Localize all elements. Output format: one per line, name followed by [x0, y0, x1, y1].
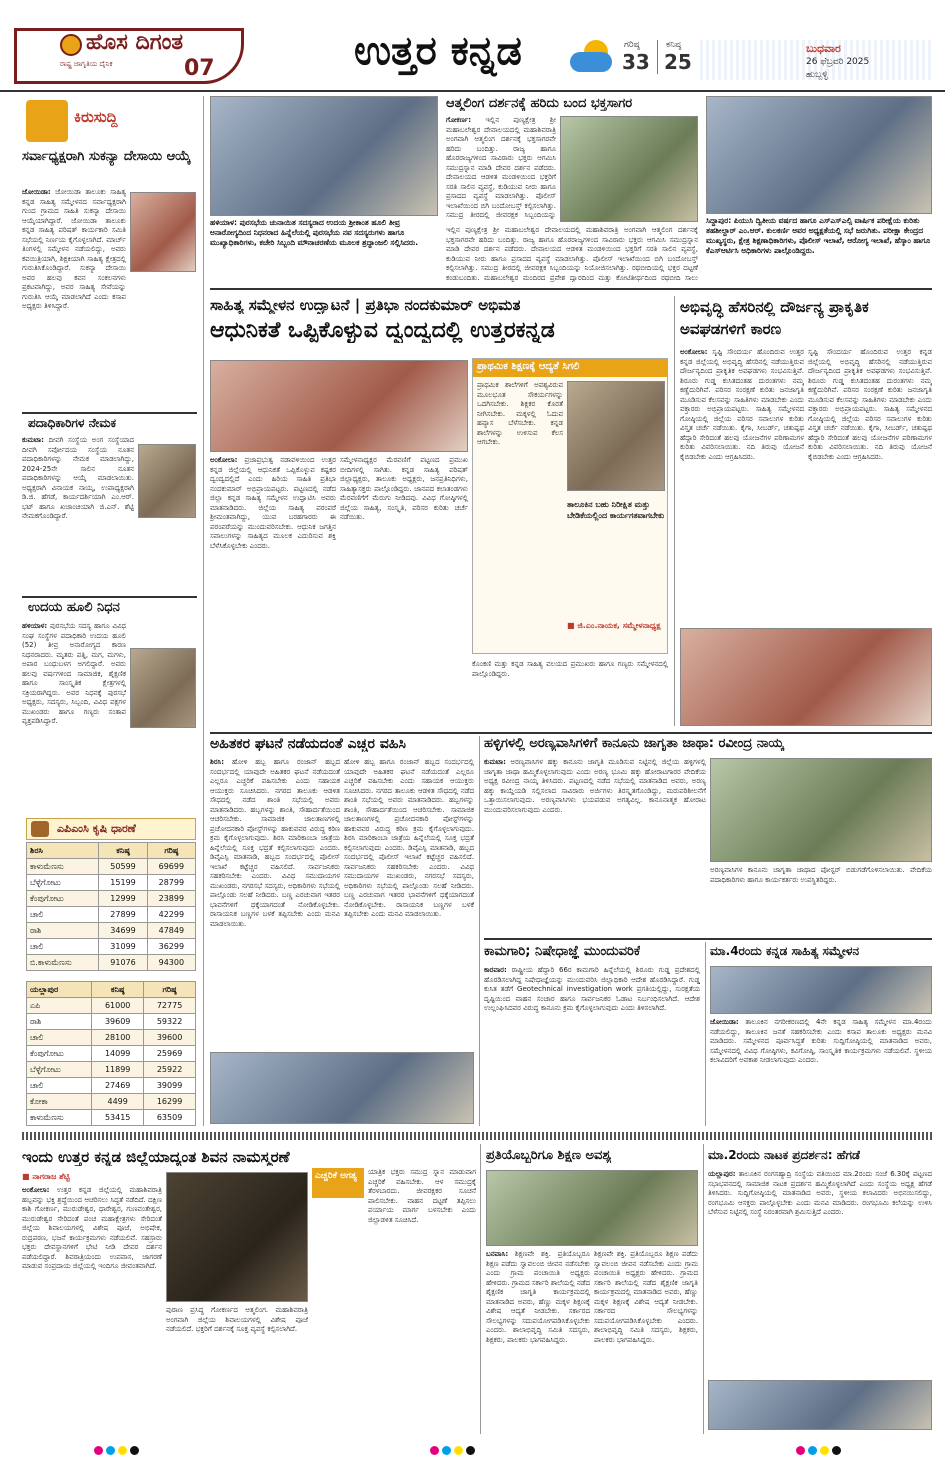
kirusuddi-hand-icon — [26, 100, 68, 142]
brief-1-body — [22, 188, 126, 358]
max-temp-label: ಗರಿಷ್ಠ — [624, 40, 640, 50]
min-price: 14099 — [92, 1046, 144, 1062]
story-2-photo — [560, 116, 698, 222]
issue-date: 26 ಫೆಬ್ರವರಿ 2025 — [806, 57, 870, 67]
apmc-basket-icon — [31, 821, 49, 837]
brand-tagline: ರಾಷ್ಟ್ರ ಜಾಗೃತಿಯ ದೈನಿಕ — [60, 60, 113, 68]
warn-box — [312, 1168, 476, 1430]
weather-cloud-icon — [570, 40, 616, 74]
table-row — [27, 859, 196, 875]
brief-2-body — [22, 436, 134, 592]
apmc-rates — [26, 818, 196, 1122]
lead-photo — [210, 360, 468, 452]
commodity-name: ಚಾಲಿ — [27, 1078, 92, 1094]
abhivruddhi-title: ಅಭಿವೃದ್ಧಿ ಹೆಸರಿನಲ್ಲಿ ದೌರ್ಜನ್ಯ ಪ್ರಾಕೃತಿಕ ಅವಘಡಗಳಿಗೆ ಕಾರಣ — [680, 298, 869, 338]
table-header: ಕನಿಷ್ಠ — [92, 982, 144, 998]
apmc-table-yellapur — [26, 981, 196, 1126]
shikshana-body-2: ಶಿಕ್ಷಣವೇ ಶಕ್ತಿ. ಪ್ರತಿಯೊಬ್ಬರೂ ಶಿಕ್ಷಣ ಪಡೆದು ಸ್ವಾವಲಂಬಿ ಜೀವನ ನಡೆಸಬೇಕು ಎಂದು ಗ್ರಾಮ ಪಂಚಾಯಿತಿ ಅಧ್ಯಕ್ಷರು ಹೇಳಿದರು. ಗ್ರಾಮದ ಸರ್ಕಾರಿ ಶಾಲೆಯಲ್ಲಿ ನಡೆದ ಶೈಕ್ಷಣಿಕ ಜಾಗೃತಿ ಕಾರ್ಯಕ್ರಮದಲ್ಲಿ ಮಾತನಾಡಿದ ಅವರು, ಹೆಣ್ಣು ಮಕ್ಕಳ ಶಿಕ್ಷಣಕ್ಕೆ ವಿಶೇಷ ಆದ್ಯತೆ ನೀಡಬೇಕು. ಸರ್ಕಾರದ ಸೌಲಭ್ಯಗಳನ್ನು ಸದುಪಯೋಗಪಡಿಸಿಕೊಳ್ಳಬೇಕು ಎಂದರು. ಶಾಲಾಭಿವೃದ್ಧಿ ಸಮಿತಿ ಸದಸ್ಯರು, ಶಿಕ್ಷಕರು, ಪಾಲಕರು ಭಾಗವಹಿಸಿದ್ದರು. — [594, 1250, 698, 1344]
table-row — [27, 891, 196, 907]
aranya-body — [484, 758, 706, 934]
min-price: 28100 — [92, 1030, 144, 1046]
min-price: 53415 — [92, 1110, 144, 1126]
min-price: 34699 — [99, 923, 147, 939]
sidebox-sub: ತಾಲೂಕಿನ ಬಹು ನಿರೀಕ್ಷಿತ ಮತ್ತು ಬೇಡಿಕೆಯಲ್ಲಿಂದ ಕಾರ್ಯಗತವಾಗಬೇಕು — [567, 500, 665, 520]
kamagari-title: ಕಾಮಗಾರಿ; ನಿಷೇಧಾಜ್ಞೆ ಮುಂದುವರಿಕೆ — [484, 944, 641, 959]
sahitya-photo — [710, 966, 932, 1014]
max-price: 16299 — [144, 1094, 196, 1110]
registration-marks-center — [430, 1440, 478, 1459]
min-price: 11899 — [92, 1062, 144, 1078]
max-price: 39600 — [144, 1030, 196, 1046]
shikshana-photo — [486, 1170, 698, 1246]
top-photo-1 — [210, 96, 438, 216]
table-row — [27, 998, 196, 1014]
ahitakara-text-1: ಹೋಳಿ ಹಬ್ಬ ಹಾಗೂ ರಂಜಾನ್ ಹಬ್ಬದ ಸಂದರ್ಭದಲ್ಲಿ ಯಾವುದೇ ಅಹಿತಕರ ಘಟನೆ ನಡೆಯದಂತೆ ಎಲ್ಲರೂ ಎಚ್ಚರಿಕೆ ವಹಿಸಬೇಕು ಎಂದು ಸಹಾಯಕ ಆಯುಕ್ತರು ಸೂಚಿಸಿದರು. ನಗರದ ತಾಲೂಕು ಆಡಳಿತ ಸೌಧದಲ್ಲಿ ನಡೆದ ಶಾಂತಿ ಸಭೆಯಲ್ಲಿ ಅವರು ಮಾತನಾಡಿದರು. ಹಬ್ಬಗಳನ್ನು ಶಾಂತಿ, ಸೌಹಾರ್ದತೆಯಿಂದ ಆಚರಿಸಬೇಕು. ಸಾಮಾಜಿಕ ಜಾಲತಾಣಗಳಲ್ಲಿ ಪ್ರಚೋದನಕಾರಿ ಪೋಸ್ಟ್‌ಗಳನ್ನು ಹಾಕುವವರ ವಿರುದ್ಧ ಕಠಿಣ ಕ್ರಮ ಕೈಗೊಳ್ಳಲಾಗುವುದು. ಶಿರಸಿ ಮಾರಿಕಾಂಬಾ ಜಾತ್ರೆಯ ಹಿನ್ನೆಲೆಯಲ್ಲಿ ಸೂಕ್ತ ಭದ್ರತೆ ಕಲ್ಪಿಸಲಾಗುವುದು ಎಂದರು. ಡಿವೈಎಸ್ಪಿ ಮಾತನಾಡಿ, ಹಬ್ಬದ ಸಂದರ್ಭದಲ್ಲಿ ಪೊಲೀಸ್ ಇಲಾಖೆ ಕಟ್ಟೆಚ್ಚರ ವಹಿಸಲಿದೆ. ಸಾರ್ವಜನಿಕರು ಸಹಕರಿಸಬೇಕು ಎಂದರು. ವಿವಿಧ ಸಮುದಾಯಗಳ ಮುಖಂಡರು, ನಗರಸಭೆ ಸದಸ್ಯರು, ಅಧಿಕಾರಿಗಳು ಸಭೆಯಲ್ಲಿ ಪಾಲ್ಗೊಂಡು ಸಲಹೆ ನೀಡಿದರು. ಬಣ್ಣ ಎರಚುವಾಗ ಇತರರ ಭಾವನೆಗಳಿಗೆ ಧಕ್ಕೆಯಾಗದಂತೆ ನೋಡಿಕೊಳ್ಳಬೇಕು. ರಾಸಾಯನಿಕ ಬಣ್ಣಗಳ ಬಳಕೆ ತಪ್ಪಿಸಬೇಕು ಎಂದು ಮನವಿ ಮಾಡಲಾಯಿತು. — [210, 758, 340, 928]
sidebox-author: ■ ಜಿ.ಎಂ.ನಾಯಕ, ಸಮ್ಮೇಳನಾಧ್ಯಕ್ಷ — [567, 621, 661, 630]
lead-dateline: ಅಂಕೋಲಾ: — [210, 456, 238, 464]
min-price: 27899 — [99, 907, 147, 923]
brief-1-photo — [130, 192, 196, 272]
sahitya-dateline: ಜೋಯಿಡಾ: — [710, 1018, 739, 1026]
shikshana-body-1 — [486, 1250, 590, 1430]
aranya-photo — [710, 758, 932, 862]
ahitakara-photo — [210, 1052, 474, 1124]
brief-2-title: ಪದಾಧಿಕಾರಿಗಳ ನೇಮಕ — [28, 416, 117, 430]
max-price: 25969 — [144, 1046, 196, 1062]
apmc-table-sirsi — [26, 842, 196, 971]
commodity-name: ರಾಶಿ — [27, 1014, 92, 1030]
shikshana-dateline: ಬನವಾಸಿ: — [486, 1250, 509, 1258]
min-temp: 25 — [664, 50, 692, 74]
section-title: ಉತ್ತರ ಕನ್ನಡ — [354, 28, 522, 74]
sahitya-title: ಮಾ.4ರಂದು ಕನ್ನಡ ಸಾಹಿತ್ಯ ಸಮ್ಮೇಳನ — [710, 944, 860, 958]
brief-1-dateline: ಜೋಯಿಡಾ: — [22, 188, 51, 196]
table-row — [27, 875, 196, 891]
max-price: 47849 — [147, 923, 195, 939]
lead-body-1 — [210, 456, 336, 726]
commodity-name: ಎಪಿ — [27, 998, 92, 1014]
commodity-name: ಕಾಳುಮೆಣಸು — [27, 859, 99, 875]
max-price: 72775 — [144, 998, 196, 1014]
story-2-dateline: ಗೋಕರ್ಣ: — [446, 116, 472, 124]
sidebox-portrait — [567, 381, 665, 491]
sahitya-body — [710, 1018, 932, 1124]
table-header: ಗರಿಷ್ಠ — [144, 982, 196, 998]
table-header: ಕನಿಷ್ಠ — [99, 843, 147, 859]
commodity-name: ಚಾಲಿ — [27, 939, 99, 955]
brief-3-text: ಪುರಸಭೆಯ ಸದಸ್ಯ ಹಾಗೂ ವಿವಿಧ ಸಂಘ ಸಂಸ್ಥೆಗಳ ಪದಾಧಿಕಾರಿ ಉದಯ ಹೂಲಿ (52) ತೀವ್ರ ಅನಾರೋಗ್ಯದ ಕಾರಣ ನಿಧನರಾದರು. ಮೃತರು ಪತ್ನಿ, ಮಗ, ಮಗಳು, ಅಪಾರ ಬಂಧುಬಳಗ ಅಗಲಿದ್ದಾರೆ. ಅವರು ಹಲವು ವರ್ಷಗಳಿಂದ ಸಾಮಾಜಿಕ, ಶೈಕ್ಷಣಿಕ ಹಾಗೂ ಸಾಂಸ್ಕೃತಿಕ ಕ್ಷೇತ್ರಗಳಲ್ಲಿ ಸಕ್ರಿಯರಾಗಿದ್ದರು. ಅವರ ನಿಧನಕ್ಕೆ ಪುರಸಭೆ ಅಧ್ಯಕ್ಷರು, ಸದಸ್ಯರು, ಸಿಬ್ಬಂದಿ, ವಿವಿಧ ಪಕ್ಷಗಳ ಮುಖಂಡರು ಹಾಗೂ ಗಣ್ಯರು ಸಂತಾಪ ವ್ಯಕ್ತಪಡಿಸಿದ್ದಾರೆ. — [22, 622, 126, 725]
max-price: 94300 — [147, 955, 195, 971]
abhivruddhi-dateline: ಅಂಕೋಲಾ: — [680, 348, 708, 356]
story-2-title: ಆತ್ಮಲಿಂಗ ದರ್ಶನಕ್ಕೆ ಹರಿದು ಬಂದ ಭಕ್ತಸಾಗರ — [446, 96, 633, 111]
aranya-caption: ಅರಣ್ಯವಾಸಿಗಳ ಕಾನೂನು ಜಾಗೃತಾ ಜಾಥಾದ ಪೋಸ್ಟರ್ ಬಿಡುಗಡೆಗೊಳಿಸಲಾಯಿತು. ವೇದಿಕೆಯ ಪದಾಧಿಕಾರಿಗಳು ಹಾಗೂ ಕಾರ್ಯಕರ್ತರು ಉಪಸ್ಥಿತರಿದ್ದರು. — [710, 866, 932, 884]
min-price: 27469 — [92, 1078, 144, 1094]
brief-2-dateline: ಕುಮಟಾ: — [22, 436, 44, 444]
commodity-name: ಕಾಳುಮೆಣಸು — [27, 1110, 92, 1126]
min-price: 12999 — [99, 891, 147, 907]
min-price: 15199 — [99, 875, 147, 891]
apmc-title: ಎಪಿಎಂಸಿ ಕೃಷಿ ಧಾರಣೆ — [57, 822, 136, 835]
lead-body-2: ಸಮ್ಮೇಳನಾಧ್ಯಕ್ಷರ ಮೆರವಣಿಗೆ ಪಟ್ಟಣದ ಪ್ರಮುಖ ಬೀದಿಗಳಲ್ಲಿ ಸಾಗಿತು. ಕನ್ನಡ ಸಾಹಿತ್ಯ ಪರಿಷತ್ ಜಿಲ್ಲಾಧ್ಯಕ್ಷರು, ತಾಲೂಕು ಅಧ್ಯಕ್ಷರು, ಜನಪ್ರತಿನಿಧಿಗಳು, ಸಾಹಿತ್ಯಾಸಕ್ತರು ಪಾಲ್ಗೊಂಡಿದ್ದರು. ಜಾನಪದ ಕಲಾತಂಡಗಳು ಮೆರವಣಿಗೆಗೆ ಮೆರುಗು ನೀಡಿದವು. ವಿವಿಧ ಗೋಷ್ಠಿಗಳಲ್ಲಿ ಜಿಲ್ಲೆಯ ಸಾಹಿತ್ಯ, ಸಂಸ್ಕೃತಿ, ಪರಿಸರ ಕುರಿತು ಚರ್ಚೆ ನಡೆಯಿತು. — [340, 456, 468, 521]
table-row — [27, 923, 196, 939]
table-row — [27, 955, 196, 971]
aranya-text: ಅರಣ್ಯವಾಸಿಗಳ ಹಕ್ಕು ಕಾನೂನು ಜಾಗೃತಿ ಮೂಡಿಸುವ ನಿಟ್ಟಿನಲ್ಲಿ ಜಿಲ್ಲೆಯ ಹಳ್ಳಿಗಳಲ್ಲಿ ಜಾಗೃತಾ ಜಾಥಾ ಹಮ್ಮಿಕೊಳ್ಳಲಾಗುವುದು ಎಂದು ಅರಣ್ಯ ಭೂಮಿ ಹಕ್ಕು ಹೋರಾಟಗಾರರ ವೇದಿಕೆಯ ಅಧ್ಯಕ್ಷ ರವೀಂದ್ರ ನಾಯ್ಕ ತಿಳಿಸಿದರು. ಪಟ್ಟಣದಲ್ಲಿ ನಡೆದ ಸಭೆಯಲ್ಲಿ ಮಾತನಾಡಿದ ಅವರು, ಅರಣ್ಯ ಹಕ್ಕು ಕಾಯ್ದೆಯಡಿ ಸಲ್ಲಿಸಲಾದ ಸಾವಿರಾರು ಅರ್ಜಿಗಳು ತಿರಸ್ಕೃತಗೊಂಡಿದ್ದು, ಮರುಪರಿಶೀಲನೆಗೆ ಒತ್ತಾಯಿಸಲಾಗುವುದು. ಅರಣ್ಯವಾಸಿಗಳು ಭಯಪಡುವ ಅಗತ್ಯವಿಲ್ಲ. ಕಾನೂನಾತ್ಮಕ ಹೋರಾಟ ಮುಂದುವರಿಸಲಾಗುವುದು ಎಂದರು. — [484, 758, 706, 814]
nataka-dateline: ಯಲ್ಲಾಪುರ: — [708, 1170, 736, 1178]
max-price: 63509 — [144, 1110, 196, 1126]
max-price: 42299 — [147, 907, 195, 923]
warn-tag: ಎಚ್ಚರಿಕೆ ಅಗತ್ಯ — [312, 1168, 364, 1198]
brief-3-photo — [130, 648, 196, 728]
shivaratri-dateline: ಅಂಕೋಲಾ: — [22, 1186, 50, 1194]
edition-city: ಹುಬ್ಬಳ್ಳಿ — [806, 70, 828, 80]
top-photo-3 — [706, 96, 932, 214]
sahitya-text: ತಾಲೂಕಿನ ನಗರೀಕರಣದಲ್ಲಿ 4ನೇ ಕನ್ನಡ ಸಾಹಿತ್ಯ ಸಮ್ಮೇಳನ ಮಾ.4ರಂದು ನಡೆಯಲಿದ್ದು, ತಾಲೂಕಿನ ಜನತೆ ಸಹಕರಿಸಬೇಕು ಎಂದು ಕಸಾಪ ತಾಲೂಕು ಅಧ್ಯಕ್ಷರು ಮನವಿ ಮಾಡಿದರು. ಸಮ್ಮೇಳನದ ಪೂರ್ವಸಿದ್ಧತೆ ಕುರಿತು ಸುದ್ದಿಗೋಷ್ಠಿಯಲ್ಲಿ ಮಾತನಾಡಿದ ಅವರು, ಸಮ್ಮೇಳನದಲ್ಲಿ ವಿವಿಧ ಗೋಷ್ಠಿಗಳು, ಕವಿಗೋಷ್ಠಿ, ಸಾಂಸ್ಕೃತಿಕ ಕಾರ್ಯಕ್ರಮಗಳು ನಡೆಯಲಿವೆ. ಸ್ಥಳೀಯ ಕಲಾವಿದರಿಗೆ ಅವಕಾಶ ನೀಡಲಾಗುವುದು ಎಂದರು. — [710, 1018, 932, 1064]
table-row — [27, 1046, 196, 1062]
ahitakara-body-2: ಹೋಳಿ ಹಬ್ಬ ಹಾಗೂ ರಂಜಾನ್ ಹಬ್ಬದ ಸಂದರ್ಭದಲ್ಲಿ ಯಾವುದೇ ಅಹಿತಕರ ಘಟನೆ ನಡೆಯದಂತೆ ಎಲ್ಲರೂ ಎಚ್ಚರಿಕೆ ವಹಿಸಬೇಕು ಎಂದು ಸಹಾಯಕ ಆಯುಕ್ತರು ಸೂಚಿಸಿದರು. ನಗರದ ತಾಲೂಕು ಆಡಳಿತ ಸೌಧದಲ್ಲಿ ನಡೆದ ಶಾಂತಿ ಸಭೆಯಲ್ಲಿ ಅವರು ಮಾತನಾಡಿದರು. ಹಬ್ಬಗಳನ್ನು ಶಾಂತಿ, ಸೌಹಾರ್ದತೆಯಿಂದ ಆಚರಿಸಬೇಕು. ಸಾಮಾಜಿಕ ಜಾಲತಾಣಗಳಲ್ಲಿ ಪ್ರಚೋದನಕಾರಿ ಪೋಸ್ಟ್‌ಗಳನ್ನು ಹಾಕುವವರ ವಿರುದ್ಧ ಕಠಿಣ ಕ್ರಮ ಕೈಗೊಳ್ಳಲಾಗುವುದು. ಶಿರಸಿ ಮಾರಿಕಾಂಬಾ ಜಾತ್ರೆಯ ಹಿನ್ನೆಲೆಯಲ್ಲಿ ಸೂಕ್ತ ಭದ್ರತೆ ಕಲ್ಪಿಸಲಾಗುವುದು ಎಂದರು. ಡಿವೈಎಸ್ಪಿ ಮಾತನಾಡಿ, ಹಬ್ಬದ ಸಂದರ್ಭದಲ್ಲಿ ಪೊಲೀಸ್ ಇಲಾಖೆ ಕಟ್ಟೆಚ್ಚರ ವಹಿಸಲಿದೆ. ಸಾರ್ವಜನಿಕರು ಸಹಕರಿಸಬೇಕು ಎಂದರು. ವಿವಿಧ ಸಮುದಾಯಗಳ ಮುಖಂಡರು, ನಗರಸಭೆ ಸದಸ್ಯರು, ಅಧಿಕಾರಿಗಳು ಸಭೆಯಲ್ಲಿ ಪಾಲ್ಗೊಂಡು ಸಲಹೆ ನೀಡಿದರು. ಬಣ್ಣ ಎರಚುವಾಗ ಇತರರ ಭಾವನೆಗಳಿಗೆ ಧಕ್ಕೆಯಾಗದಂತೆ ನೋಡಿಕೊಳ್ಳಬೇಕು. ರಾಸಾಯನಿಕ ಬಣ್ಣಗಳ ಬಳಕೆ ತಪ್ಪಿಸಬೇಕು ಎಂದು ಮನವಿ ಮಾಡಲಾಯಿತು. — [344, 758, 474, 918]
registration-marks-left — [94, 1440, 142, 1459]
brief-1-text: ಜೋಯಿಡಾ ತಾಲೂಕು ಸಾಹಿತ್ಯ ಕನ್ನಡ ಸಾಹಿತ್ಯ ಸಮ್ಮೇಳನದ ಸರ್ವಾಧ್ಯಕ್ಷರಾಗಿ ಗುಂದ ಗ್ರಾಮದ ಸಾಹಿತಿ ಸುಕನ್ಯಾ ದೇಸಾಯಿ ಆಯ್ಕೆಯಾಗಿದ್ದಾರೆ. ಜೋಯಿಡಾ ತಾಲೂಕು ಕನ್ನಡ ಸಾಹಿತ್ಯ ಪರಿಷತ್ ಕಾರ್ಯಕಾರಿ ಸಮಿತಿ ಸಭೆಯಲ್ಲಿ ನಿರ್ಣಯ ಕೈಗೊಳ್ಳಲಾಗಿದೆ. ಮಾರ್ಚ್ ತಿಂಗಳಲ್ಲಿ ಸಮ್ಮೇಳನ ನಡೆಯಲಿದ್ದು, ಅವರು ಕವಯಿತ್ರಿಯಾಗಿ, ಶಿಕ್ಷಕಿಯಾಗಿ ಸಾಹಿತ್ಯ ಕ್ಷೇತ್ರದಲ್ಲಿ ಗುರುತಿಸಿಕೊಂಡಿದ್ದಾರೆ. ಸುಕನ್ಯಾ ದೇಸಾಯಿ ಅವರ ಹಲವು ಕವನ ಸಂಕಲನಗಳು ಪ್ರಕಟವಾಗಿದ್ದು, ಅವರ ಸಾಹಿತ್ಯ ಸೇವೆಯನ್ನು ಗುರುತಿಸಿ ಆಯ್ಕೆ ಮಾಡಲಾಗಿದೆ ಎಂದು ಕಸಾಪ ಅಧ್ಯಕ್ಷರು ತಿಳಿಸಿದ್ದಾರೆ. — [22, 188, 126, 310]
commodity-name: ಕೆಂಪುಗೋಟು — [27, 1046, 92, 1062]
lead-headline: ಆಧುನಿಕತೆ ಒಪ್ಪಿಕೊಳ್ಳುವ ದ್ವಂದ್ವದಲ್ಲಿ ಉತ್ತರಕನ್ನಡ — [210, 318, 555, 343]
brief-1-title: ಸರ್ವಾಧ್ಯಕ್ಷರಾಗಿ ಸುಕನ್ಯಾ ದೇಸಾಯಿ ಆಯ್ಕೆ — [22, 149, 191, 164]
table-row — [27, 939, 196, 955]
top-photo-1-caption: ಹಳಿಯಾಳ: ಪುರಸಭೆಯ ಚುನಾಯಿತ ಸದಸ್ಯರಾದ ಉದಯ ಶ್ರೀಕಾಂತ ಹೂಲಿ ತೀವ್ರ ಅನಾರೋಗ್ಯದಿಂದ ನಿಧನರಾದ ಹಿನ್ನೆಲೆಯಲ್ಲಿ ಪುರಸಭೆಯ ನವ ಸದಸ್ಯರುಗಳು ಹಾಗೂ ಮುಖ್ಯಾಧಿಕಾರಿಗಳು, ಕಚೇರಿ ಸಿಬ್ಬಂದಿ ಮೌನಾಚರಣೆಯ ಮೂಲಕ ಶ್ರದ್ಧಾಂಜಲಿ ಸಲ್ಲಿಸಿದರು. — [210, 218, 419, 247]
commodity-name: ಬೆಳ್ಳೆಗೋಟು — [27, 875, 99, 891]
commodity-name: ಕೋಕಾ — [27, 1094, 92, 1110]
table-row — [27, 1030, 196, 1046]
masthead — [0, 0, 945, 92]
lead-sidebox — [472, 358, 668, 654]
commodity-name: ಕೆಂಪುಗೋಟು — [27, 891, 99, 907]
kamagari-dateline: ಕಾರವಾರ: — [484, 966, 507, 974]
max-price: 36299 — [147, 939, 195, 955]
kirusuddi-label: ಕಿರುಸುದ್ದಿ — [74, 108, 118, 126]
shikshana-text: ಶಿಕ್ಷಣವೇ ಶಕ್ತಿ. ಪ್ರತಿಯೊಬ್ಬರೂ ಶಿಕ್ಷಣ ಪಡೆದು ಸ್ವಾವಲಂಬಿ ಜೀವನ ನಡೆಸಬೇಕು ಎಂದು ಗ್ರಾಮ ಪಂಚಾಯಿತಿ ಅಧ್ಯಕ್ಷರು ಹೇಳಿದರು. ಗ್ರಾಮದ ಸರ್ಕಾರಿ ಶಾಲೆಯಲ್ಲಿ ನಡೆದ ಶೈಕ್ಷಣಿಕ ಜಾಗೃತಿ ಕಾರ್ಯಕ್ರಮದಲ್ಲಿ ಮಾತನಾಡಿದ ಅವರು, ಹೆಣ್ಣು ಮಕ್ಕಳ ಶಿಕ್ಷಣಕ್ಕೆ ವಿಶೇಷ ಆದ್ಯತೆ ನೀಡಬೇಕು. ಸರ್ಕಾರದ ಸೌಲಭ್ಯಗಳನ್ನು ಸದುಪಯೋಗಪಡಿಸಿಕೊಳ್ಳಬೇಕು ಎಂದರು. ಶಾಲಾಭಿವೃದ್ಧಿ ಸಮಿತಿ ಸದಸ್ಯರು, ಶಿಕ್ಷಕರು, ಪಾಲಕರು ಭಾಗವಹಿಸಿದ್ದರು. — [486, 1250, 590, 1344]
brief-3-dateline: ಹಳಿಯಾಳ: — [22, 622, 48, 630]
max-temp: 33 — [622, 50, 650, 74]
nataka-title: ಮಾ.2ರಂದು ನಾಟಕ ಪ್ರದರ್ಶನ: ಹೆಗಡೆ — [708, 1148, 861, 1162]
nataka-text: ತಾಲೂಕಿನ ರಂಗಸಹ್ಯಾದ್ರಿ ಸಂಸ್ಥೆಯ ವತಿಯಿಂದ ಮಾ.2ರಂದು ಸಂಜೆ 6.30ಕ್ಕೆ ಪಟ್ಟಣದ ಸಭಾಭವನದಲ್ಲಿ ಸಾಮಾಜಿಕ ನಾಟಕ ಪ್ರದರ್ಶನ ಹಮ್ಮಿಕೊಳ್ಳಲಾಗಿದೆ ಎಂದು ಸಂಸ್ಥೆಯ ಅಧ್ಯಕ್ಷ ಹೆಗಡೆ ತಿಳಿಸಿದರು. ಸುದ್ದಿಗೋಷ್ಠಿಯಲ್ಲಿ ಮಾತನಾಡಿದ ಅವರು, ಸ್ಥಳೀಯ ಕಲಾವಿದರು ಅಭಿನಯಿಸಲಿದ್ದು, ರಂಗಭೂಮಿ ಆಸಕ್ತರು ಪಾಲ್ಗೊಳ್ಳಬೇಕು ಎಂದು ಮನವಿ ಮಾಡಿದರು. ರಂಗಭೂಮಿ ಕಲೆಯನ್ನು ಉಳಿಸಿ ಬೆಳೆಸುವ ನಿಟ್ಟಿನಲ್ಲಿ ಸಂಸ್ಥೆ ನಿರಂತರವಾಗಿ ಶ್ರಮಿಸುತ್ತಿದೆ ಎಂದರು. — [708, 1170, 932, 1216]
table-row — [27, 1062, 196, 1078]
max-price: 39099 — [144, 1078, 196, 1094]
brief-3-title: ಉದಯ ಹೂಲಿ ನಿಧನ — [28, 600, 120, 615]
min-price: 50599 — [99, 859, 147, 875]
table-row — [27, 1094, 196, 1110]
sidebox-body: ಪ್ರಾಥಮಿಕ ಶಾಲೆಗಳಿಗೆ ಅವಶ್ಯವಿರುವ ಮೂಲಭೂತ ಸೌಕರ್ಯಗಳನ್ನು ಒದಗಿಸಬೇಕು. ಶಿಕ್ಷಕರ ಕೊರತೆ ನೀಗಿಸಬೇಕು. ಮಕ್ಕಳಲ್ಲಿ ಓದುವ ಹವ್ಯಾಸ ಬೆಳೆಸಬೇಕು. ಕನ್ನಡ ಶಾಲೆಗಳನ್ನು ಉಳಿಸುವ ಕೆಲಸ ಆಗಬೇಕು. — [477, 381, 563, 446]
max-price: 25922 — [144, 1062, 196, 1078]
abhivruddhi-photo — [680, 628, 932, 726]
warn-body: ಯಾತ್ರಿಕ ಭಕ್ತರು ಸಮುದ್ರ ಸ್ನಾನ ಮಾಡುವಾಗ ಎಚ್ಚರಿಕೆ ವಹಿಸಬೇಕು. ಆಳ ಸಮುದ್ರಕ್ಕೆ ತೆರಳಬಾರದು. ಜೀವರಕ್ಷಕರ ಸೂಚನೆ ಪಾಲಿಸಬೇಕು. ವಾಹನ ದಟ್ಟಣೆ ತಪ್ಪಿಸಲು ಪರ್ಯಾಯ ಮಾರ್ಗ ಬಳಸಬೇಕು ಎಂದು ಜಿಲ್ಲಾಡಳಿತ ಸೂಚಿಸಿದೆ. — [368, 1168, 476, 1224]
brief-2-text: ದೀವಗಿ ಸಂಸ್ಥೆಯ ಅಂಗ ಸಂಸ್ಥೆಯಾದ ದೀವಗಿ ಸರ್ವೋದಯ ಸಂಸ್ಥೆಯ ನೂತನ ಪದಾಧಿಕಾರಿಗಳನ್ನು ನೇಮಕ ಮಾಡಲಾಗಿದ್ದು, 2024-25ನೇ ಸಾಲಿನ ನೂತನ ಪದಾಧಿಕಾರಿಗಳನ್ನು ಆಯ್ಕೆ ಮಾಡಲಾಯಿತು. ಅಧ್ಯಕ್ಷರಾಗಿ ವಿನಾಯಕ ನಾಯ್ಕ, ಉಪಾಧ್ಯಕ್ಷರಾಗಿ ಡಿ.ಜಿ. ಹೆಗಡೆ, ಕಾರ್ಯದರ್ಶಿಯಾಗಿ ಎಂ.ಆರ್. ಭಟ್ ಹಾಗೂ ಖಜಾಂಚಿಯಾಗಿ ಜಿ.ಎನ್. ಶೆಟ್ಟಿ ನೇಮಕಗೊಂಡಿದ್ದಾರೆ. — [22, 436, 134, 520]
ahitakara-dateline: ಶಿರಸಿ: — [210, 758, 225, 766]
shivaratri-photo-caption: ಪುರಾಣ ಪ್ರಸಿದ್ಧ ಗೋಕರ್ಣದ ಆತ್ಮಲಿಂಗ. ಮಹಾಶಿವರಾತ್ರಿ ಅಂಗವಾಗಿ ಜಿಲ್ಲೆಯ ಶಿವಾಲಯಗಳಲ್ಲಿ ವಿಶೇಷ ಪೂಜೆ ನಡೆಯಲಿದೆ. ಭಕ್ತರಿಗೆ ದರ್ಶನಕ್ಕೆ ಸೂಕ್ತ ವ್ಯವಸ್ಥೆ ಕಲ್ಪಿಸಲಾಗಿದೆ. — [166, 1306, 308, 1333]
registration-marks-right — [796, 1440, 844, 1459]
story-2-text: ಇಲ್ಲಿನ ಪುಣ್ಯಕ್ಷೇತ್ರ ಶ್ರೀ ಮಹಾಬಲೇಶ್ವರ ದೇವಾಲಯದಲ್ಲಿ ಮಹಾಶಿವರಾತ್ರಿ ಅಂಗವಾಗಿ ಆತ್ಮಲಿಂಗ ದರ್ಶನಕ್ಕೆ ಭಕ್ತಸಾಗರವೇ ಹರಿದು ಬಂದಿತ್ತು. ರಾಜ್ಯ ಹಾಗೂ ಹೊರರಾಜ್ಯಗಳಿಂದ ಸಾವಿರಾರು ಭಕ್ತರು ಆಗಮಿಸಿ ಸಮುದ್ರಸ್ನಾನ ಮಾಡಿ ದೇವರ ದರ್ಶನ ಪಡೆದರು. ದೇವಾಲಯದ ಆಡಳಿತ ಮಂಡಳಿಯಿಂದ ಭಕ್ತರಿಗೆ ಸರತಿ ಸಾಲಿನ ವ್ಯವಸ್ಥೆ, ಕುಡಿಯುವ ನೀರು ಹಾಗೂ ಪ್ರಸಾದದ ವ್ಯವಸ್ಥೆ ಮಾಡಲಾಗಿತ್ತು. ಪೊಲೀಸ್ ಇಲಾಖೆಯಿಂದ ಬಿಗಿ ಬಂದೋಬಸ್ತ್ ಕಲ್ಪಿಸಲಾಗಿತ್ತು. ಸಮುದ್ರ ತೀರದಲ್ಲಿ ಜೀವರಕ್ಷಕ ಸಿಬ್ಬಂದಿಯನ್ನು — [446, 116, 556, 219]
min-temp-label: ಕನಿಷ್ಠ — [666, 40, 682, 50]
table-header: ಯಲ್ಲಾಪುರ — [27, 982, 92, 998]
abhivruddhi-text-1: ಸೃಷ್ಟಿ ಸೌಂದರ್ಯ ಹೊಂದಿರುವ ಉತ್ತರ ಕನ್ನಡ ಜಿಲ್ಲೆಯಲ್ಲಿ ಅಭಿವೃದ್ಧಿ ಹೆಸರಿನಲ್ಲಿ ನಡೆಯುತ್ತಿರುವ ದೌರ್ಜನ್ಯದಿಂದ ಪ್ರಾಕೃತಿಕ ಅವಘಡಗಳು ಸಂಭವಿಸುತ್ತಿವೆ. ಶಿರೂರು ಗುಡ್ಡ ಕುಸಿತದಂತಹ ದುರಂತಗಳು ನಮ್ಮ ಕಣ್ಣೆದುರಿಗಿವೆ. ಪರಿಸರ ಸಂರಕ್ಷಣೆ ಕುರಿತು ಜನಜಾಗೃತಿ ಮೂಡಿಸುವ ಕೆಲಸವನ್ನು ಸಾಹಿತಿಗಳು ಮಾಡಬೇಕು ಎಂದು ವಕ್ತಾರರು ಅಭಿಪ್ರಾಯಪಟ್ಟರು. ಸಾಹಿತ್ಯ ಸಮ್ಮೇಳನದ ಗೋಷ್ಠಿಯಲ್ಲಿ ಜಿಲ್ಲೆಯ ಪರಿಸರ ಸವಾಲುಗಳ ಕುರಿತು ವಿಸ್ತೃತ ಚರ್ಚೆ ನಡೆಯಿತು. ಕೈಗಾ, ಸೀಬರ್ಡ್, ಚತುಷ್ಪಥ ಹೆದ್ದಾರಿ ಸೇರಿದಂತೆ ಹಲವು ಯೋಜನೆಗಳ ಪರಿಣಾಮಗಳ ಕುರಿತು ವಿವರಿಸಲಾಯಿತು. ನದಿ ತಿರುವು ಯೋಜನೆ ಕೈಬಿಡಬೇಕು ಎಂದು ಆಗ್ರಹಿಸಿದರು. — [680, 348, 804, 461]
shivaratri-body — [22, 1186, 162, 1430]
commodity-name: ಚಾಲಿ — [27, 1030, 92, 1046]
shivaratri-title: ಇಂದು ಉತ್ತರ ಕನ್ನಡ ಜಿಲ್ಲೆಯಾದ್ಯಂತ ಶಿವನ ನಾಮಸ್ಮರಣೆ — [22, 1148, 290, 1166]
lead-caption: ಕೊಂಕಣಿ ಮತ್ತು ಕನ್ನಡ ಸಾಹಿತ್ಯ ವಲಯದ ಪ್ರಮುಖರು ಹಾಗೂ ಗಣ್ಯರು ಸಮ್ಮೇಳನದಲ್ಲಿ ಪಾಲ್ಗೊಂಡಿದ್ದರು. — [472, 660, 668, 678]
shivaratri-text: ಉತ್ತರ ಕನ್ನಡ ಜಿಲ್ಲೆಯಲ್ಲಿ ಮಹಾಶಿವರಾತ್ರಿ ಹಬ್ಬವನ್ನು ಭಕ್ತಿ ಶ್ರದ್ಧೆಯಿಂದ ಆಚರಿಸಲು ಸಿದ್ಧತೆ ನಡೆದಿದೆ. ದಕ್ಷಿಣ ಕಾಶಿ ಗೋಕರ್ಣ, ಮುರುಡೇಶ್ವರ, ಧಾರೇಶ್ವರ, ಗುಣವಂತೇಶ್ವರ, ಮುರುಡೇಶ್ವರ ಸೇರಿದಂತೆ ಪಂಚ ಮಹಾಕ್ಷೇತ್ರಗಳು ಸೇರಿದಂತೆ ಜಿಲ್ಲೆಯ ಶಿವಾಲಯಗಳಲ್ಲಿ ವಿಶೇಷ ಪೂಜೆ, ಅಭಿಷೇಕ, ರುದ್ರಪಠಣ, ಭಜನೆ ಕಾರ್ಯಕ್ರಮಗಳು ನಡೆಯಲಿವೆ. ಸಹಸ್ರಾರು ಭಕ್ತರು ದೇವಸ್ಥಾನಗಳಿಗೆ ಭೇಟಿ ನೀಡಿ ದೇವರ ದರ್ಶನ ಪಡೆಯಲಿದ್ದಾರೆ. ಶಿವರಾತ್ರಿಯಂದು ಉಪವಾಸ, ಜಾಗರಣೆ ಮಾಡುವ ಸಂಪ್ರದಾಯ ಜಿಲ್ಲೆಯಲ್ಲಿ ಇಂದಿಗೂ ಜೀವಂತವಾಗಿದೆ. — [22, 1186, 162, 1270]
shikshana-title: ಪ್ರತಿಯೊಬ್ಬರಿಗೂ ಶಿಕ್ಷಣ ಅವಶ್ಯ — [486, 1148, 612, 1163]
commodity-name: ಬೆಳ್ಳೆಗೋಟು — [27, 1062, 92, 1078]
min-price: 39609 — [92, 1014, 144, 1030]
shivaratri-byline: ■ ನಾಗರಾಜ ಶೆಟ್ಟಿ — [22, 1172, 70, 1181]
kamagari-body — [484, 966, 700, 1124]
min-price: 91076 — [99, 955, 147, 971]
max-price: 69699 — [147, 859, 195, 875]
shivaratri-photo — [166, 1172, 308, 1302]
brief-3-body — [22, 622, 126, 782]
max-price: 59322 — [144, 1014, 196, 1030]
commodity-name: ರಾಶಿ — [27, 923, 99, 939]
sidebox-title: ಪ್ರಾಥಮಿಕ ಶಿಕ್ಷಣಕ್ಕೆ ಆದ್ಯತೆ ಸಿಗಲಿ — [477, 361, 580, 372]
abhivruddhi-body-1 — [680, 348, 804, 618]
min-price: 4499 — [92, 1094, 144, 1110]
top-photo-3-caption: ಸಿದ್ದಾಪುರ: ಪಿಯುಸಿ ದ್ವಿತೀಯ ವರ್ಷದ ಹಾಗೂ ಎಸ್ಎಸ್ಎಲ್ಸಿ ವಾರ್ಷಿಕ ಪರೀಕ್ಷೆಯ ಕುರಿತು ತಹಶೀಲ್ದಾರ್ ಎಂ.ಆರ್. ಕುಲಕರ್ಣಿ ಅವರ ಅಧ್ಯಕ್ಷತೆಯಲ್ಲಿ ಸಭೆ ಜರುಗಿತು. ಪರೀಕ್ಷಾ ಕೇಂದ್ರದ ಮುಖ್ಯಸ್ಥರು, ಕ್ಷೇತ್ರ ಶಿಕ್ಷಣಾಧಿಕಾರಿಗಳು, ಪೊಲೀಸ್ ಇಲಾಖೆ, ಆರೋಗ್ಯ ಇಲಾಖೆ, ಹೆಸ್ಕಾಂ ಹಾಗೂ ಕೆಎಸ್ಆರ್ಟಿಸಿ ಅಧಿಕಾರಿಗಳು ಪಾಲ್ಗೊಂಡಿದ್ದರು. — [706, 216, 931, 255]
nataka-photo — [708, 1380, 932, 1430]
table-header: ಗರಿಷ್ಠ — [147, 843, 195, 859]
max-price: 23899 — [147, 891, 195, 907]
sidebox-title-bar — [473, 359, 667, 377]
story-2-body-cont: ಇಲ್ಲಿನ ಪುಣ್ಯಕ್ಷೇತ್ರ ಶ್ರೀ ಮಹಾಬಲೇಶ್ವರ ದೇವಾಲಯದಲ್ಲಿ ಮಹಾಶಿವರಾತ್ರಿ ಅಂಗವಾಗಿ ಆತ್ಮಲಿಂಗ ದರ್ಶನಕ್ಕೆ ಭಕ್ತಸಾಗರವೇ ಹರಿದು ಬಂದಿತ್ತು. ರಾಜ್ಯ ಹಾಗೂ ಹೊರರಾಜ್ಯಗಳಿಂದ ಸಾವಿರಾರು ಭಕ್ತರು ಆಗಮಿಸಿ ಸಮುದ್ರಸ್ನಾನ ಮಾಡಿ ದೇವರ ದರ್ಶನ ಪಡೆದರು. ದೇವಾಲಯದ ಆಡಳಿತ ಮಂಡಳಿಯಿಂದ ಭಕ್ತರಿಗೆ ಸರತಿ ಸಾಲಿನ ವ್ಯವಸ್ಥೆ, ಕುಡಿಯುವ ನೀರು ಹಾಗೂ ಪ್ರಸಾದದ ವ್ಯವಸ್ಥೆ ಮಾಡಲಾಗಿತ್ತು. ಪೊಲೀಸ್ ಇಲಾಖೆಯಿಂದ ಬಿಗಿ ಬಂದೋಬಸ್ತ್ ಕಲ್ಪಿಸಲಾಗಿತ್ತು. ಸಮುದ್ರ ತೀರದಲ್ಲಿ ಜೀವರಕ್ಷಕ ಸಿಬ್ಬಂದಿಯನ್ನು ನಿಯೋಜಿಸಲಾಗಿತ್ತು. ರಥಬೀದಿಯಲ್ಲಿ ಭಕ್ತರ ದಟ್ಟಣೆ ಕಂಡುಬಂದಿತು. ಮಹಾಬಲೇಶ್ವರ ಮಂದಿರದ ಪ್ರವೇಶ ದ್ವಾರದಿಂದ ಮತ್ತು ಕೋಟಿತೀರ್ಥದಿಂದ ರಥಬೀದಿ ಸಾಲು — [446, 226, 698, 282]
lead-text-1: ಪ್ರಜಾಪ್ರಭುತ್ವ ನಡಾವಳಿಯಿಂದ ಉತ್ತರ ಕನ್ನಡ ಜಿಲ್ಲೆಯಲ್ಲಿ ಆಧುನಿಕತೆ ಒಪ್ಪಿಕೊಳ್ಳುವ ಕಷ್ಟಕರ ದ್ವಂದ್ವದಲ್ಲಿದೆ ಎಂದು ಹಿರಿಯ ಸಾಹಿತಿ ಪ್ರತಿಭಾ ನಂದಕುಮಾರ್ ಅಭಿಪ್ರಾಯಪಟ್ಟರು. ಪಟ್ಟಣದಲ್ಲಿ ನಡೆದ ಜಿಲ್ಲಾ ಕನ್ನಡ ಸಾಹಿತ್ಯ ಸಮ್ಮೇಳನ ಉದ್ಘಾಟಿಸಿ ಅವರು ಮಾತನಾಡಿದರು. ಜಿಲ್ಲೆಯ ಸಾಹಿತ್ಯ ಪರಂಪರೆ ಶ್ರೀಮಂತವಾಗಿದ್ದು, ಯುವ ಬರಹಗಾರರು ಈ ಪರಂಪರೆಯನ್ನು ಮುಂದುವರಿಸಬೇಕು. ಆಧುನಿಕ ಜಗತ್ತಿನ ಸವಾಲುಗಳನ್ನು ಸಾಹಿತ್ಯದ ಮೂಲಕ ಎದುರಿಸುವ ಶಕ್ತಿ ಬೆಳೆಸಿಕೊಳ್ಳಬೇಕು ಎಂದರು. — [210, 456, 336, 550]
apmc-header — [26, 818, 196, 840]
min-price: 31099 — [99, 939, 147, 955]
kamagari-text: ರಾಷ್ಟ್ರೀಯ ಹೆದ್ದಾರಿ 66ರ ಕಾಮಗಾರಿ ಹಿನ್ನೆಲೆಯಲ್ಲಿ ಶಿರೂರು ಗುಡ್ಡ ಪ್ರದೇಶದಲ್ಲಿ ಹೊರಡಿಸಲಾಗಿದ್ದ ನಿಷೇಧಾಜ್ಞೆಯನ್ನು ಮುಂದುವರಿಸಿ ಜಿಲ್ಲಾಧಿಕಾರಿ ಆದೇಶ ಹೊರಡಿಸಿದ್ದಾರೆ. ಗುಡ್ಡ ಕುಸಿತ ತಡೆಗೆ Geotechnical investigation work ಪ್ರಗತಿಯಲ್ಲಿದ್ದು, ಸುರಕ್ಷತೆಯ ದೃಷ್ಟಿಯಿಂದ ವಾಹನ ಸಂಚಾರ ಹಾಗೂ ಸಾರ್ವಜನಿಕರ ಓಡಾಟ ನಿರ್ಬಂಧಿಸಲಾಗಿದೆ. ಆದೇಶ ಉಲ್ಲಂಘಿಸಿದವರ ವಿರುದ್ಧ ಕಾನೂನು ಕ್ರಮ ಕೈಗೊಳ್ಳಲಾಗುವುದು ಎಂದು ತಿಳಿಸಲಾಗಿದೆ. — [484, 966, 700, 1012]
page-number: 07 — [184, 56, 215, 81]
story-2-body — [446, 116, 556, 222]
abhivruddhi-body-2: ಸೃಷ್ಟಿ ಸೌಂದರ್ಯ ಹೊಂದಿರುವ ಉತ್ತರ ಕನ್ನಡ ಜಿಲ್ಲೆಯಲ್ಲಿ ಅಭಿವೃದ್ಧಿ ಹೆಸರಿನಲ್ಲಿ ನಡೆಯುತ್ತಿರುವ ದೌರ್ಜನ್ಯದಿಂದ ಪ್ರಾಕೃತಿಕ ಅವಘಡಗಳು ಸಂಭವಿಸುತ್ತಿವೆ. ಶಿರೂರು ಗುಡ್ಡ ಕುಸಿತದಂತಹ ದುರಂತಗಳು ನಮ್ಮ ಕಣ್ಣೆದುರಿಗಿವೆ. ಪರಿಸರ ಸಂರಕ್ಷಣೆ ಕುರಿತು ಜನಜಾಗೃತಿ ಮೂಡಿಸುವ ಕೆಲಸವನ್ನು ಸಾಹಿತಿಗಳು ಮಾಡಬೇಕು ಎಂದು ವಕ್ತಾರರು ಅಭಿಪ್ರಾಯಪಟ್ಟರು. ಸಾಹಿತ್ಯ ಸಮ್ಮೇಳನದ ಗೋಷ್ಠಿಯಲ್ಲಿ ಜಿಲ್ಲೆಯ ಪರಿಸರ ಸವಾಲುಗಳ ಕುರಿತು ವಿಸ್ತೃತ ಚರ್ಚೆ ನಡೆಯಿತು. ಕೈಗಾ, ಸೀಬರ್ಡ್, ಚತುಷ್ಪಥ ಹೆದ್ದಾರಿ ಸೇರಿದಂತೆ ಹಲವು ಯೋಜನೆಗಳ ಪರಿಣಾಮಗಳ ಕುರಿತು ವಿವರಿಸಲಾಯಿತು. ನದಿ ತಿರುವು ಯೋಜನೆ ಕೈಬಿಡಬೇಕು ಎಂದು ಆಗ್ರಹಿಸಿದರು. — [808, 348, 932, 461]
table-row — [27, 907, 196, 923]
commodity-name: ಚಾಲಿ — [27, 907, 99, 923]
commodity-name: ಬಿ.ಕಾಳುಮೆಣಸು — [27, 955, 99, 971]
table-row — [27, 1014, 196, 1030]
min-price: 61000 — [92, 998, 144, 1014]
ahitakara-title: ಅಹಿತಕರ ಘಟನೆ ನಡೆಯದಂತೆ ಎಚ್ಚರ ವಹಿಸಿ — [210, 736, 406, 752]
lead-kicker: ಸಾಹಿತ್ಯ ಸಮ್ಮೇಳನ ಉದ್ಘಾಟನೆ | ಪ್ರತಿಭಾ ನಂದಕುಮಾರ್ ಅಭಿಮತ — [210, 296, 521, 314]
table-row — [27, 1110, 196, 1126]
brand-logo-icon — [60, 34, 82, 56]
weekday: ಬುಧವಾರ — [806, 42, 841, 55]
aranya-title: ಹಳ್ಳಿಗಳಲ್ಲಿ ಅರಣ್ಯವಾಸಿಗಳಿಗೆ ಕಾನೂನು ಜಾಗೃತಾ ಜಾಥಾ: ರವೀಂದ್ರ ನಾಯ್ಕ — [484, 736, 784, 751]
table-row — [27, 1078, 196, 1094]
brief-2-photo — [138, 444, 196, 518]
nataka-body — [708, 1170, 932, 1376]
max-price: 28799 — [147, 875, 195, 891]
table-header: ಶಿರಸಿ — [27, 843, 99, 859]
brand-name: ಹೊಸ ದಿಗಂತ — [86, 30, 184, 55]
aranya-dateline: ಕುಮಟಾ: — [484, 758, 506, 766]
ahitakara-body-1 — [210, 758, 340, 1048]
